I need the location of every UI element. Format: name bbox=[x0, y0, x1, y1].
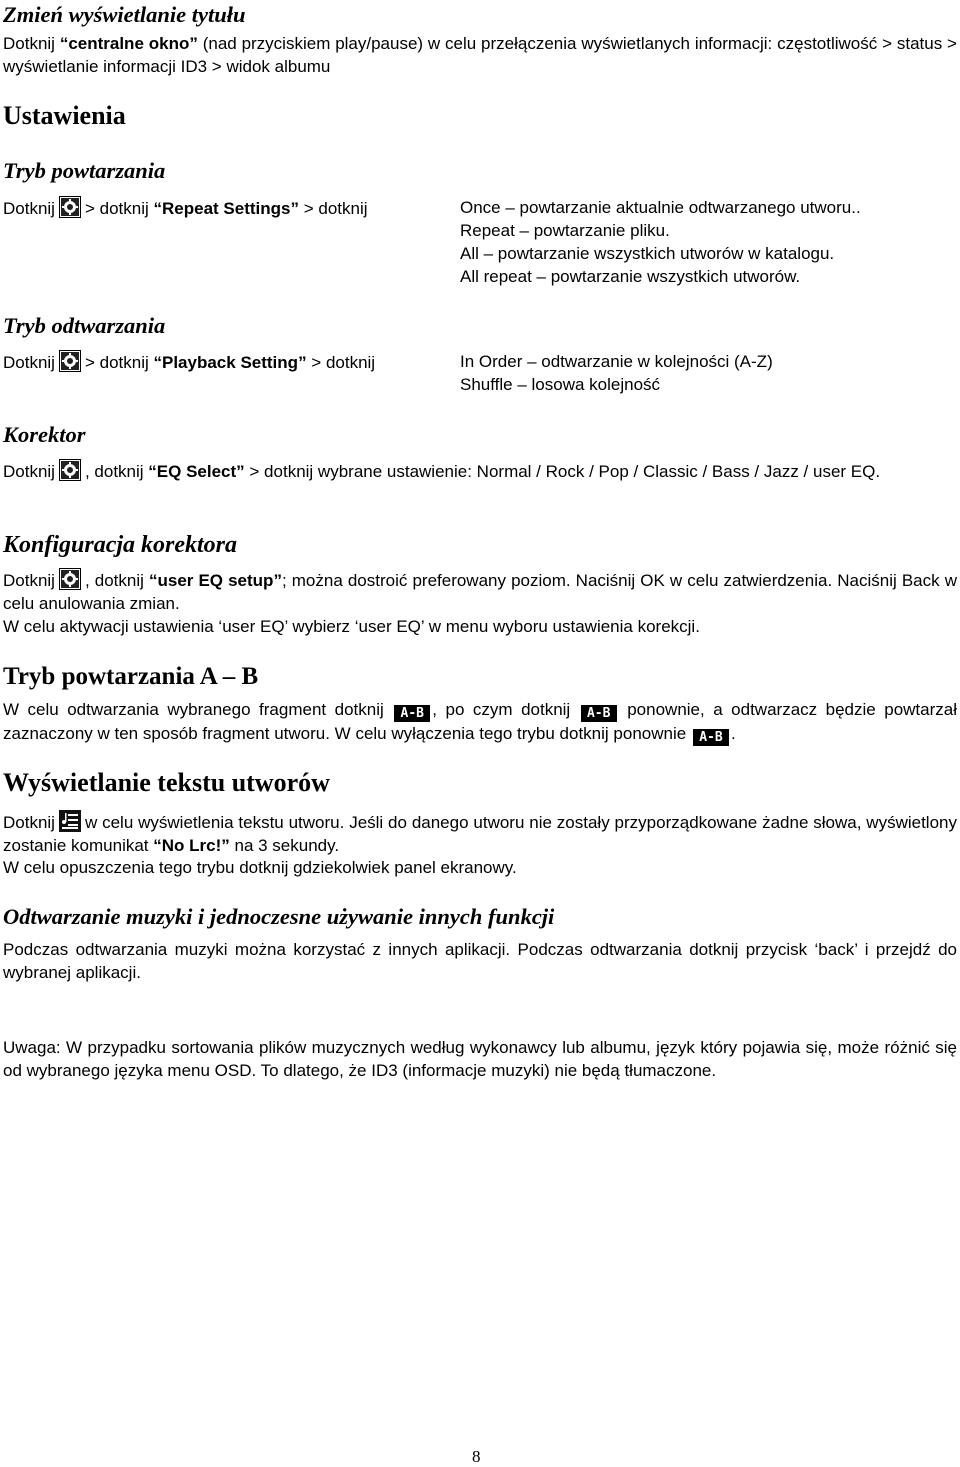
ab-repeat-icon: A-B bbox=[581, 705, 617, 722]
text: , dotknij bbox=[84, 571, 144, 590]
bold-text: “centralne okno” bbox=[59, 34, 198, 53]
repeat-option: Once – powtarzanie aktualnie odtwarzanego utworu.. bbox=[460, 198, 861, 217]
repeat-option: Repeat – powtarzanie pliku. bbox=[460, 221, 670, 240]
bold-text: “No Lrc!” bbox=[153, 836, 230, 855]
heading-repeat-mode: Tryb powtarzania bbox=[3, 158, 166, 183]
heading-multitasking: Odtwarzanie muzyki i jednoczesne używanie innych funkcji bbox=[3, 904, 555, 929]
gear-icon bbox=[59, 350, 81, 372]
text: Dotknij bbox=[3, 462, 55, 481]
lyrics-icon bbox=[59, 810, 81, 832]
text: . bbox=[730, 724, 736, 743]
text: Dotknij bbox=[3, 353, 55, 372]
text: , dotknij bbox=[84, 462, 144, 481]
text: > dotknij bbox=[311, 353, 376, 372]
gear-icon bbox=[59, 196, 81, 218]
ab-repeat-icon: A-B bbox=[693, 729, 729, 746]
heading-ab-repeat: Tryb powtarzania A – B bbox=[3, 663, 259, 690]
text: ponownie, a odtwarzacz będzie powtarzał zaznaczony w ten sposób fragment utworu. W celu wyłączenia tego trybu dotknij ponownie bbox=[3, 700, 957, 743]
playback-instruction bbox=[3, 350, 375, 374]
bold-text: “Repeat Settings” bbox=[153, 199, 299, 218]
text: > dotknij bbox=[303, 199, 368, 218]
bold-text: “EQ Select” bbox=[148, 462, 245, 481]
paragraph-equalizer-config bbox=[3, 568, 957, 615]
text: > dotknij bbox=[84, 199, 149, 218]
paragraph-user-eq: W celu aktywacji ustawienia ‘user EQ’ wybierz ‘user EQ’ w menu wyboru ustawienia korekcji. bbox=[3, 617, 700, 636]
heading-equalizer-config: Konfiguracja korektora bbox=[3, 532, 238, 558]
repeat-instruction bbox=[3, 196, 368, 220]
text: Dotknij bbox=[3, 571, 55, 590]
text: Dotknij bbox=[3, 34, 55, 53]
playback-option: Shuffle – losowa kolejność bbox=[460, 375, 661, 394]
ab-repeat-icon: A-B bbox=[394, 705, 430, 722]
text: , po czym dotknij bbox=[432, 700, 571, 719]
paragraph-lyrics-exit: W celu opuszczenia tego trybu dotknij gdziekolwiek panel ekranowy. bbox=[3, 858, 517, 877]
text: > dotknij wybrane ustawienie: Normal / Rock / Pop / Classic / Bass / Jazz / user EQ. bbox=[249, 462, 881, 481]
heading-equalizer: Korektor bbox=[3, 422, 86, 447]
text: W celu odtwarzania wybranego fragment dotknij bbox=[3, 700, 384, 719]
heading-settings: Ustawienia bbox=[3, 101, 126, 130]
gear-icon bbox=[59, 459, 81, 481]
paragraph-note: Uwaga: W przypadku sortowania plików muzycznych według wykonawcy lub albumu, język który pojawia się, może różnić się od wybranego języka menu OSD. To dlatego, że ID3 (informacje muzyki) nie będą tłumaczone. bbox=[3, 1038, 957, 1080]
paragraph-equalizer bbox=[3, 459, 957, 483]
bold-text: “Playback Setting” bbox=[153, 353, 307, 372]
text: ; można dostroić preferowany poziom. Naciśnij OK w celu zatwierdzenia. Naciśnij Back w celu anulowania zmian. bbox=[3, 571, 957, 613]
paragraph-ab-repeat bbox=[3, 698, 957, 746]
bold-text: “user EQ setup” bbox=[148, 571, 282, 590]
repeat-option: All repeat – powtarzanie wszystkich utworów. bbox=[460, 267, 801, 286]
paragraph-multitasking: Podczas odtwarzania muzyki można korzystać z innych aplikacji. Podczas odtwarzania dotknij przycisk ‘back’ i przejdź do wybranej aplikacji. bbox=[3, 940, 957, 982]
page-number: 8 bbox=[472, 1447, 481, 1466]
text: na 3 sekundy. bbox=[234, 836, 340, 855]
text: > dotknij bbox=[84, 353, 149, 372]
text: w celu wyświetlenia tekstu utworu. Jeśli do danego utworu nie zostały przyporządkowane żadne słowa, wyświetlony zostanie komunikat bbox=[3, 813, 957, 855]
heading-lyrics: Wyświetlanie tekstu utworów bbox=[3, 768, 330, 797]
paragraph-lyrics bbox=[3, 810, 957, 857]
text: Dotknij bbox=[3, 813, 55, 832]
heading-playback-mode: Tryb odtwarzania bbox=[3, 313, 166, 338]
heading-change-title-display: Zmień wyświetlanie tytułu bbox=[3, 2, 246, 27]
text: Dotknij bbox=[3, 199, 55, 218]
playback-option: In Order – odtwarzanie w kolejności (A-Z) bbox=[460, 352, 773, 371]
text: (nad przyciskiem play/pause) w celu przełączenia wyświetlanych informacji: częstotliwość > status > wyświetlanie informacji ID3 > widok albumu bbox=[3, 34, 957, 76]
repeat-option: All – powtarzanie wszystkich utworów w katalogu. bbox=[460, 244, 835, 263]
gear-icon bbox=[59, 568, 81, 590]
paragraph-change-title bbox=[3, 32, 957, 78]
